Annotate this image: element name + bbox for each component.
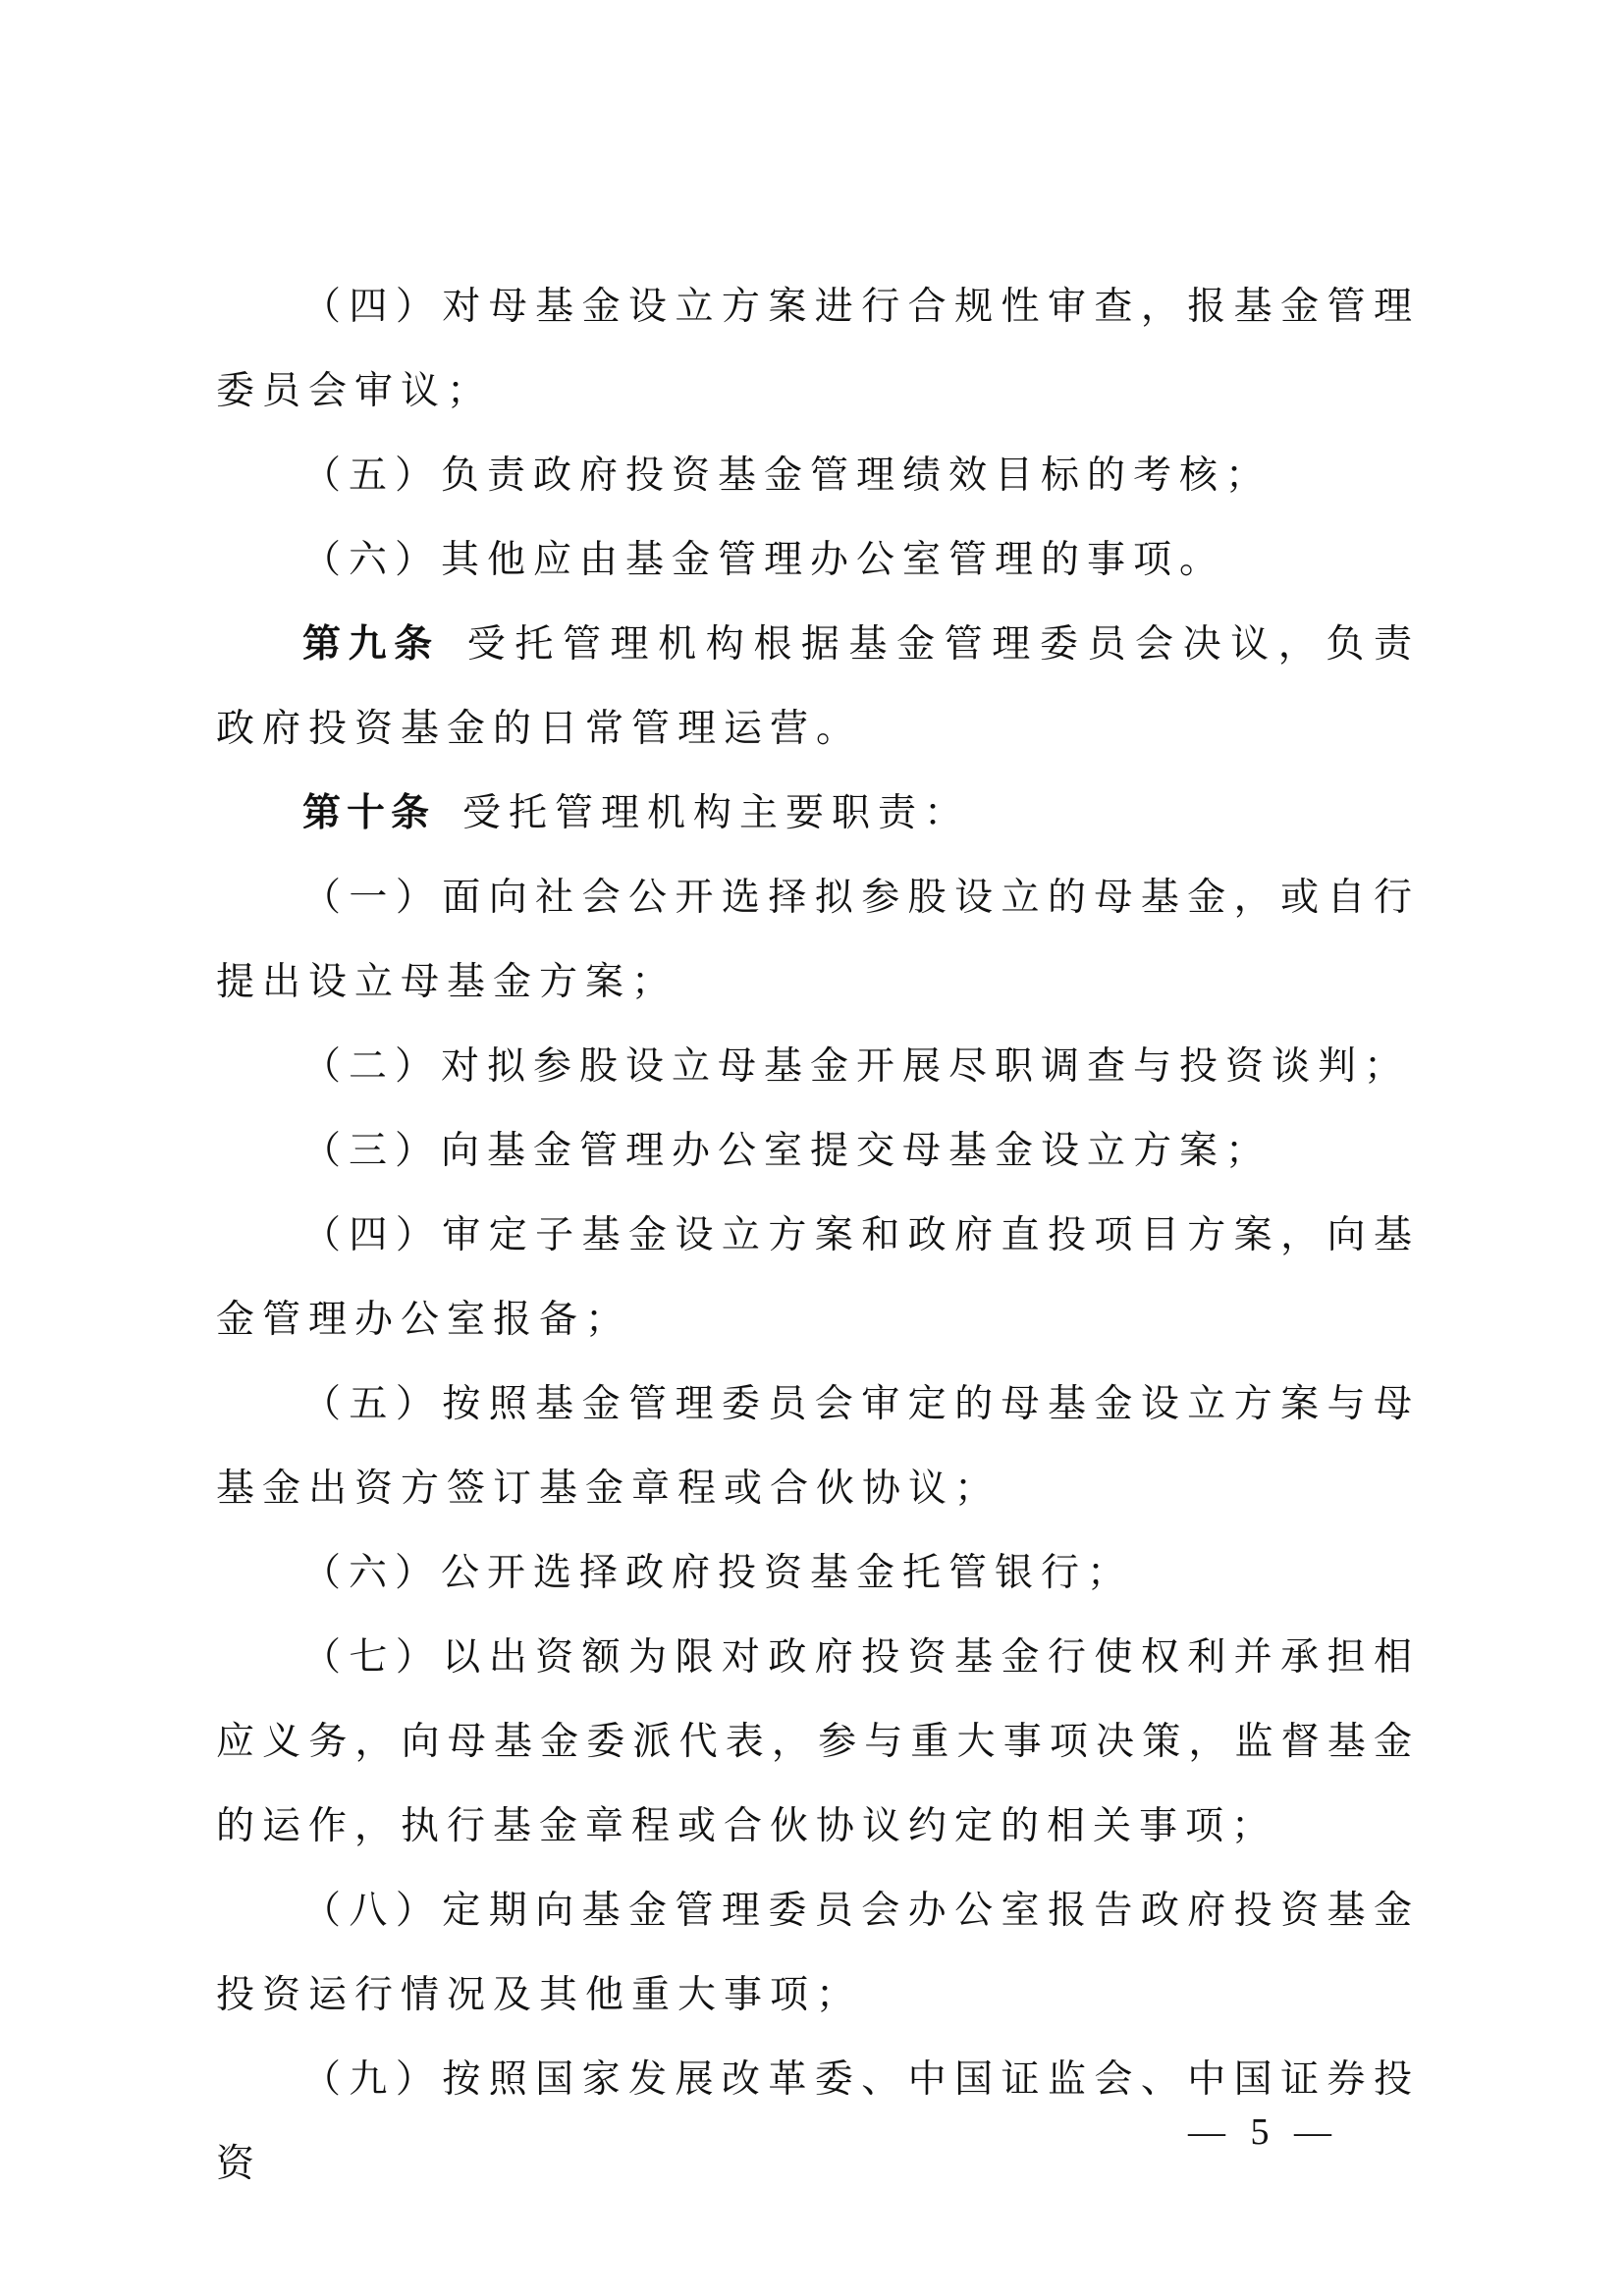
- paragraph-item-5-performance: [216, 434, 1420, 518]
- duty-item-5: [216, 1362, 1420, 1531]
- paragraph-text: （七）以出资额为限对政府投资基金行使权利并承担相应义务，向母基金委派代表，参与重大事项决策，监督基金的运作，执行基金章程或合伙协议约定的相关事项；: [216, 1635, 1420, 1848]
- article-heading: 第十条: [302, 791, 436, 835]
- paragraph-text: （九）按照国家发展改革委、中国证监会、中国证券投资: [216, 2057, 1420, 2186]
- paragraph-text: （六）公开选择政府投资基金托管银行；: [302, 1551, 1134, 1595]
- paragraph-text: （二）对拟参股设立母基金开展尽职调查与投资谈判；: [302, 1044, 1411, 1089]
- paragraph-text: （四）审定子基金设立方案和政府直投项目方案，向基金管理办公室报备；: [216, 1213, 1420, 1342]
- article-heading: 第九条: [302, 622, 440, 667]
- paragraph-text: （六）其他应由基金管理办公室管理的事项。: [302, 538, 1226, 582]
- document-body: [216, 265, 1420, 2207]
- duty-item-6: [216, 1531, 1420, 1616]
- paragraph-item-6-other: [216, 518, 1420, 603]
- paragraph-text: （五）负责政府投资基金管理绩效目标的考核；: [302, 454, 1272, 498]
- paragraph-text: （四）对母基金设立方案进行合规性审查，报基金管理委员会审议；: [216, 285, 1420, 413]
- duty-item-7: [216, 1616, 1420, 1869]
- paragraph-text: 受托管理机构根据基金管理委员会决议，负责政府投资基金的日常管理运营。: [216, 622, 1420, 751]
- paragraph-text: （八）定期向基金管理委员会办公室报告政府投资基金投资运行情况及其他重大事项；: [216, 1889, 1420, 2017]
- paragraph-text: （五）按照基金管理委员会审定的母基金设立方案与母基金出资方签订基金章程或合伙协议；: [216, 1382, 1420, 1511]
- paragraph-text: （三）向基金管理办公室提交母基金设立方案；: [302, 1129, 1272, 1173]
- paragraph-text: （一）面向社会公开选择拟参股设立的母基金，或自行提出设立母基金方案；: [216, 876, 1420, 1004]
- duty-item-1: [216, 856, 1420, 1025]
- paragraph-text: 受托管理机构主要职责：: [462, 791, 971, 835]
- page-number: — 5 —: [1188, 2111, 1339, 2153]
- duty-item-2: [216, 1025, 1420, 1109]
- paragraph-item-4-compliance: [216, 265, 1420, 434]
- duty-item-4: [216, 1194, 1420, 1362]
- article-10: [216, 772, 1420, 856]
- duty-item-8: [216, 1869, 1420, 2038]
- duty-item-3: [216, 1109, 1420, 1194]
- article-9: [216, 603, 1420, 772]
